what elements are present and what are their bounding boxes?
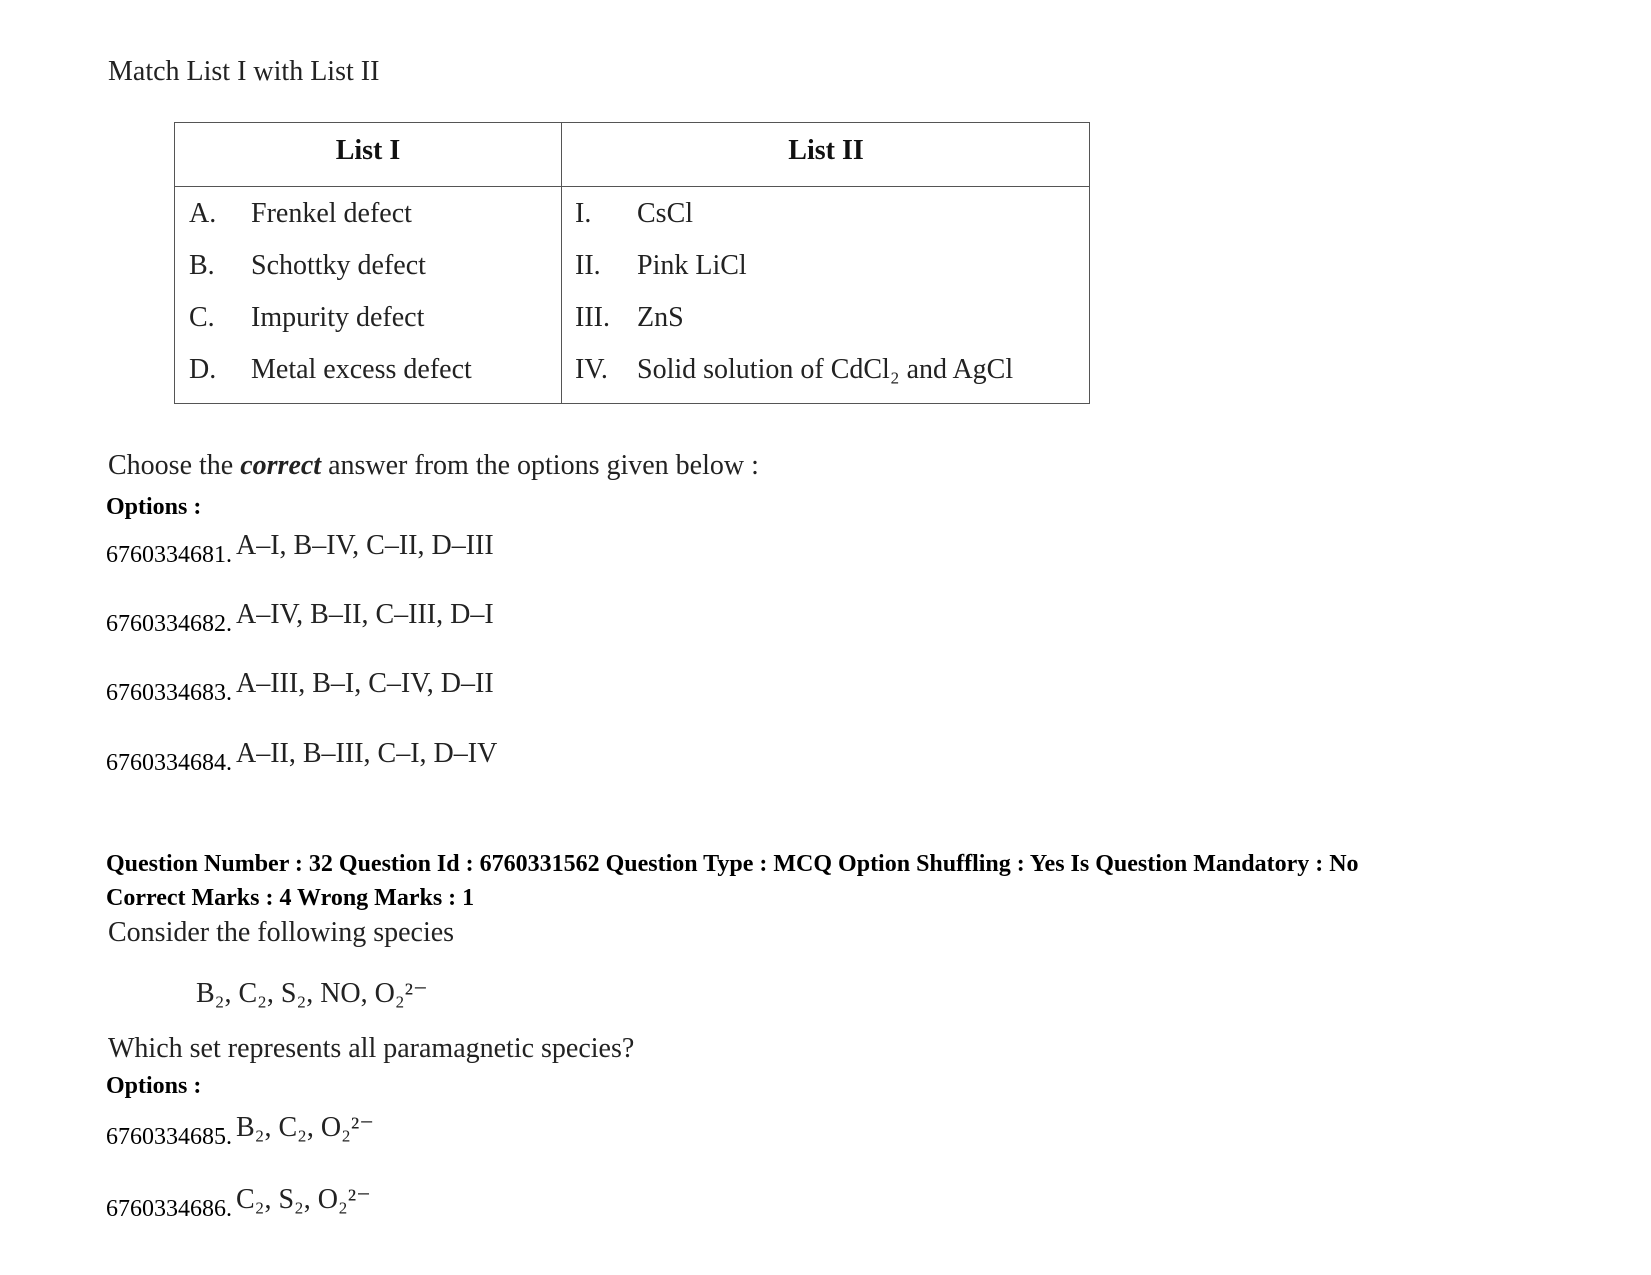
table-header-divider xyxy=(175,186,1089,187)
list-2-marker: II. xyxy=(575,250,601,281)
option-text: B₂, C₂, O₂²⁻ xyxy=(236,1112,375,1143)
option-id: 6760334684. xyxy=(106,750,232,776)
list-1-text: Schottky defect xyxy=(251,250,426,281)
option-id: 6760334681. xyxy=(106,542,232,568)
question-intro: Consider the following species xyxy=(108,917,455,948)
list-2-row xyxy=(575,302,684,334)
list-1-header: List I xyxy=(335,135,401,166)
option-row[interactable] xyxy=(106,1112,375,1152)
match-table xyxy=(174,122,1090,404)
options-label: Options : xyxy=(106,1073,202,1099)
option-text: C₂, S₂, O₂²⁻ xyxy=(236,1184,371,1215)
option-text: A–II, B–III, C–I, D–IV xyxy=(236,738,498,769)
choose-emphasis: correct xyxy=(240,450,322,481)
option-row[interactable] xyxy=(106,668,494,708)
match-prompt: Match List I with List II xyxy=(108,56,380,87)
list-2-marker: III. xyxy=(575,302,610,333)
list-2-row xyxy=(575,354,1013,386)
list-2-row xyxy=(575,250,747,282)
choose-text-start: Choose the xyxy=(108,450,241,481)
question-text: Which set represents all paramagnetic species? xyxy=(108,1033,635,1064)
choose-text-end: answer from the options given below : xyxy=(321,450,759,481)
list-2-marker: IV. xyxy=(575,354,608,385)
choose-instruction xyxy=(108,450,759,482)
option-row[interactable] xyxy=(106,1184,371,1224)
list-1-marker: D. xyxy=(189,354,217,385)
species-list: B₂, C₂, S₂, NO, O₂²⁻ xyxy=(196,978,428,1009)
list-1-row xyxy=(189,302,424,334)
list-2-text: Pink LiCl xyxy=(637,250,747,281)
list-2-row xyxy=(575,198,693,230)
list-1-row xyxy=(189,250,426,282)
list-1-marker: A. xyxy=(189,198,217,229)
option-row[interactable] xyxy=(106,530,494,570)
list-1-marker: B. xyxy=(189,250,215,281)
question-meta: Question Number : 32 Question Id : 6760331562 Question Type : MCQ Option Shuffling : Yes Is Question Mandatory : No xyxy=(106,851,1359,877)
list-1-text: Metal excess defect xyxy=(251,354,472,385)
list-2-header: List II xyxy=(788,135,864,166)
list-2-text: Solid solution of CdCl₂ and AgCl xyxy=(637,354,1014,385)
list-1-row xyxy=(189,198,412,230)
list-2-marker: I. xyxy=(575,198,592,229)
list-1-marker: C. xyxy=(189,302,215,333)
option-text: A–IV, B–II, C–III, D–I xyxy=(236,599,494,630)
option-id: 6760334683. xyxy=(106,680,232,706)
option-text: A–III, B–I, C–IV, D–II xyxy=(236,668,494,699)
list-1-text: Frenkel defect xyxy=(251,198,412,229)
option-id: 6760334682. xyxy=(106,611,232,637)
option-text: A–I, B–IV, C–II, D–III xyxy=(236,530,494,561)
list-2-text: ZnS xyxy=(637,302,684,333)
option-id: 6760334686. xyxy=(106,1196,232,1222)
option-row[interactable] xyxy=(106,738,498,778)
list-1-text: Impurity defect xyxy=(251,302,425,333)
options-label: Options : xyxy=(106,494,202,520)
list-2-text: CsCl xyxy=(637,198,694,229)
option-row[interactable] xyxy=(106,599,494,639)
option-id: 6760334685. xyxy=(106,1124,232,1150)
question-marks: Correct Marks : 4 Wrong Marks : 1 xyxy=(106,885,475,911)
list-1-row xyxy=(189,354,472,386)
